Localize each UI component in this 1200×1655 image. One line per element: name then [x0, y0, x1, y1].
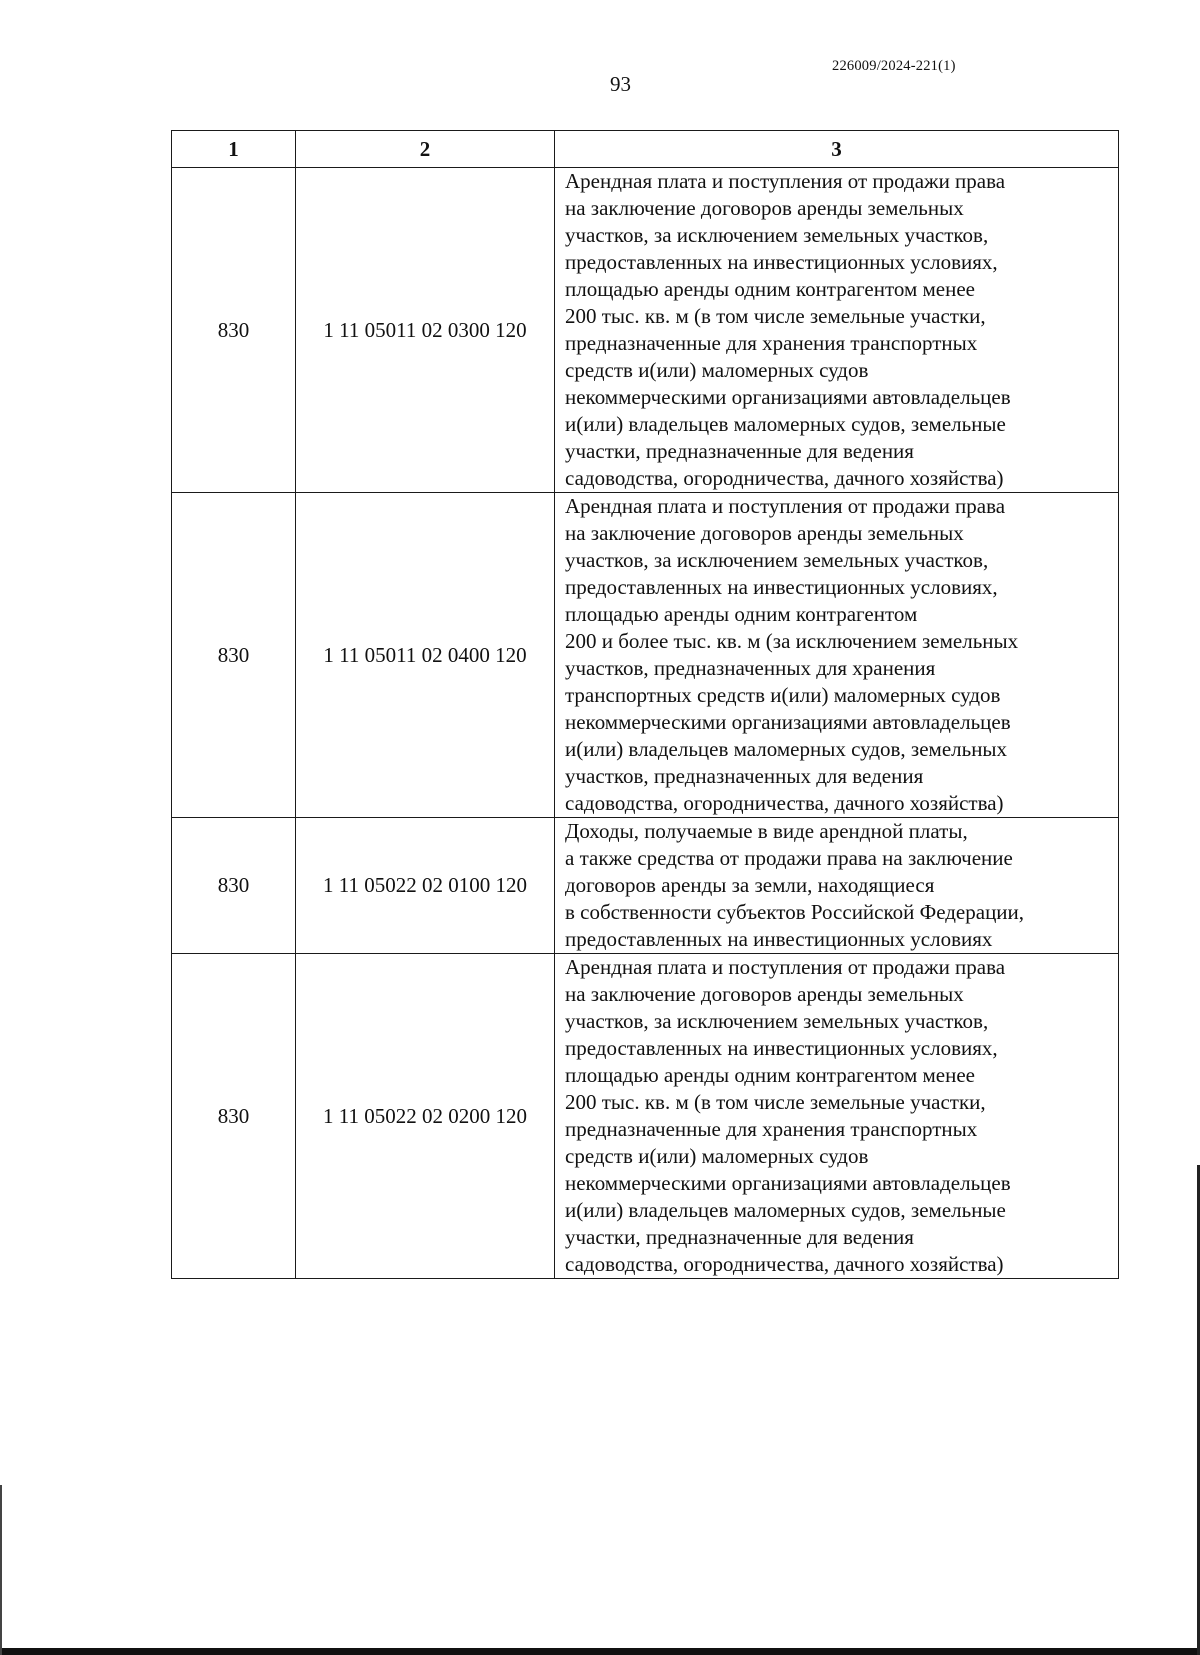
budget-classification-code-cell: 1 11 05022 02 0200 120 — [296, 954, 555, 1279]
description-line: участков, за исключением земельных участков, — [565, 223, 989, 247]
description-line: на заключение договоров аренды земельных — [565, 521, 964, 545]
description-line: площадью аренды одним контрагентом — [565, 602, 918, 626]
scan-left-edge — [0, 1485, 2, 1655]
description-line: 200 тыс. кв. м (в том числе земельные участки, — [565, 304, 986, 328]
description-line: садоводства, огородничества, дачного хозяйства) — [565, 1252, 1004, 1276]
description-line: Доходы, получаемые в виде арендной платы, — [565, 819, 968, 843]
table-header-row — [172, 131, 1119, 168]
revenue-classification-table — [171, 130, 1119, 1279]
description-line: Арендная плата и поступления от продажи права — [565, 494, 1006, 518]
description-line: 200 тыс. кв. м (в том числе земельные участки, — [565, 1090, 986, 1114]
description-line: Арендная плата и поступления от продажи права — [565, 169, 1006, 193]
description-line: предназначенные для хранения транспортных — [565, 331, 978, 355]
description-line: и(или) владельцев маломерных судов, земельные — [565, 1198, 1006, 1222]
admin-code-cell: 830 — [172, 493, 296, 818]
description-line: садоводства, огородничества, дачного хозяйства) — [565, 466, 1004, 490]
description-line: предназначенные для хранения транспортных — [565, 1117, 978, 1141]
description-line: площадью аренды одним контрагентом менее — [565, 1063, 975, 1087]
description-line: участки, предназначенные для ведения — [565, 1225, 914, 1249]
budget-classification-code-cell: 1 11 05022 02 0100 120 — [296, 818, 555, 954]
description-line: участков, предназначенных для хранения — [565, 656, 936, 680]
column-header-2: 2 — [296, 131, 555, 168]
revenue-description-cell — [555, 168, 1119, 493]
description-line: Арендная плата и поступления от продажи права — [565, 955, 1006, 979]
description-line: участков, за исключением земельных участков, — [565, 548, 989, 572]
description-line: некоммерческими организациями автовладельцев — [565, 710, 1011, 734]
budget-classification-code-cell: 1 11 05011 02 0300 120 — [296, 168, 555, 493]
description-line: садоводства, огородничества, дачного хозяйства) — [565, 791, 1004, 815]
admin-code-cell: 830 — [172, 168, 296, 493]
description-line: участков, предназначенных для ведения — [565, 764, 924, 788]
scan-bottom-border — [0, 1648, 1200, 1655]
description-line: площадью аренды одним контрагентом менее — [565, 277, 975, 301]
description-line: предоставленных на инвестиционных условиях, — [565, 250, 998, 274]
page-number: 93 — [610, 72, 631, 96]
table-header — [172, 131, 1119, 168]
description-line: предоставленных на инвестиционных условиях — [565, 927, 993, 951]
column-header-3: 3 — [555, 131, 1119, 168]
description-line: предоставленных на инвестиционных условиях, — [565, 1036, 998, 1060]
table-row — [172, 818, 1119, 954]
description-line: договоров аренды за земли, находящиеся — [565, 873, 935, 897]
admin-code-cell: 830 — [172, 818, 296, 954]
table-row — [172, 168, 1119, 493]
description-line: 200 и более тыс. кв. м (за исключением земельных — [565, 629, 1019, 653]
description-line: участки, предназначенные для ведения — [565, 439, 914, 463]
table-row — [172, 493, 1119, 818]
description-line: предоставленных на инвестиционных условиях, — [565, 575, 998, 599]
description-line: и(или) владельцев маломерных судов, земельные — [565, 412, 1006, 436]
budget-classification-code-cell: 1 11 05011 02 0400 120 — [296, 493, 555, 818]
table-body — [172, 168, 1119, 1279]
revenue-description-cell — [555, 493, 1119, 818]
description-line: средств и(или) маломерных судов — [565, 1144, 869, 1168]
description-line: участков, за исключением земельных участков, — [565, 1009, 989, 1033]
description-line: некоммерческими организациями автовладельцев — [565, 1171, 1011, 1195]
table-row — [172, 954, 1119, 1279]
document-registration-number: 226009/2024-221(1) — [832, 58, 956, 74]
description-line: транспортных средств и(или) маломерных судов — [565, 683, 1001, 707]
description-line: на заключение договоров аренды земельных — [565, 982, 964, 1006]
description-line: в собственности субъектов Российской Федерации, — [565, 900, 1025, 924]
description-line: на заключение договоров аренды земельных — [565, 196, 964, 220]
revenue-description-cell — [555, 954, 1119, 1279]
description-line: и(или) владельцев маломерных судов, земельных — [565, 737, 1008, 761]
description-line: а также средства от продажи права на заключение — [565, 846, 1013, 870]
admin-code-cell: 830 — [172, 954, 296, 1279]
description-line: средств и(или) маломерных судов — [565, 358, 869, 382]
description-line: некоммерческими организациями автовладельцев — [565, 385, 1011, 409]
revenue-description-cell — [555, 818, 1119, 954]
column-header-1: 1 — [172, 131, 296, 168]
